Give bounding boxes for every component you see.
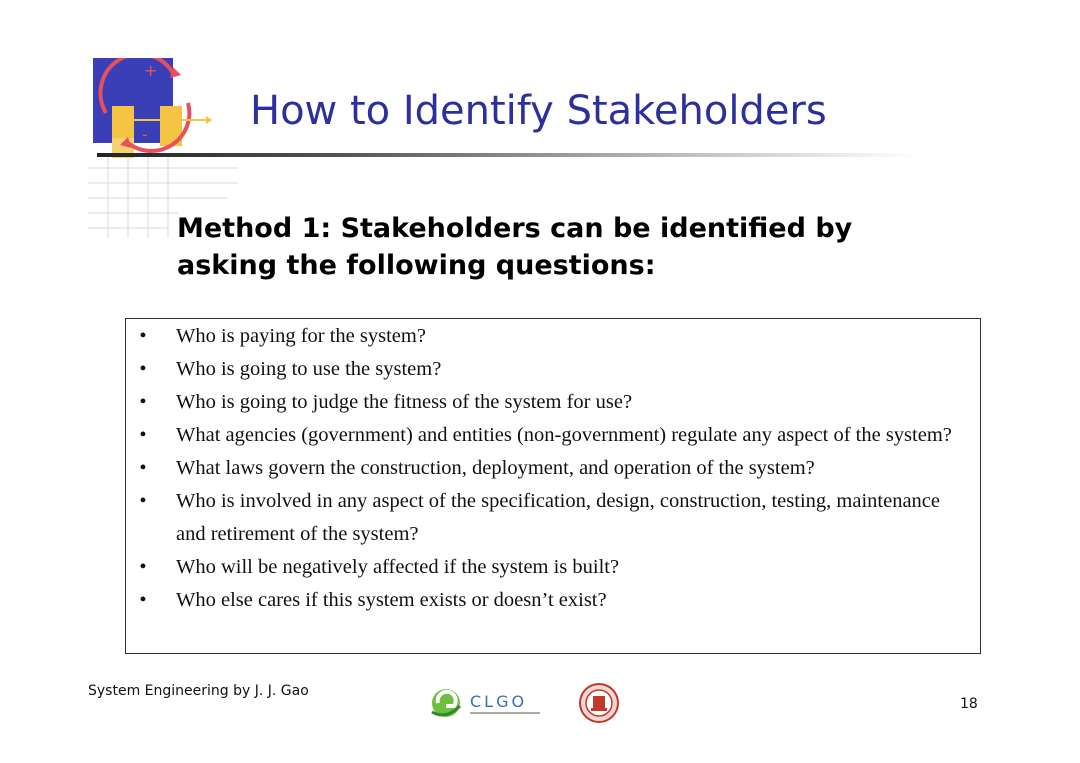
bullet-icon: •	[139, 457, 147, 479]
questions-box	[125, 318, 981, 654]
question-item	[126, 386, 980, 419]
bullet-icon: •	[139, 556, 147, 578]
question-item	[126, 584, 980, 617]
clgo-logo-text: CLGO	[470, 692, 528, 711]
clgo-logo-icon	[428, 684, 548, 722]
slide-subtitle: Method 1: Stakeholders can be identified by asking the following questions:	[177, 213, 853, 281]
question-item	[126, 353, 980, 386]
bullet-icon: •	[139, 325, 147, 347]
question-item	[126, 551, 980, 584]
page-number: 18	[960, 696, 978, 712]
question-text: Who is involved in any aspect of the specification, design, construction, testing, maintenance and retirement of the system?	[176, 490, 940, 545]
question-text: What laws govern the construction, deployment, and operation of the system?	[176, 457, 815, 479]
bullet-icon: •	[139, 490, 147, 512]
question-item	[126, 485, 980, 551]
bullet-icon: •	[139, 424, 147, 446]
question-text: Who else cares if this system exists or doesn’t exist?	[176, 589, 607, 611]
bullet-icon: •	[139, 391, 147, 413]
svg-text:+: +	[144, 61, 158, 80]
question-text: Who is paying for the system?	[176, 325, 426, 347]
question-item	[126, 419, 980, 452]
footer-author: System Engineering by J. J. Gao	[88, 683, 309, 699]
question-text: Who is going to use the system?	[176, 358, 442, 380]
question-text: Who will be negatively affected if the system is built?	[176, 556, 620, 578]
title-underline	[97, 153, 917, 157]
svg-text:-: -	[142, 125, 148, 144]
university-seal-icon	[578, 682, 620, 724]
question-text: What agencies (government) and entities (non-government) regulate any aspect of the system?	[176, 424, 952, 446]
questions-list	[126, 320, 980, 617]
slide-title: How to Identify Stakeholders	[250, 88, 827, 134]
question-text: Who is going to judge the fitness of the system for use?	[176, 391, 633, 413]
question-item	[126, 320, 980, 353]
question-item	[126, 452, 980, 485]
bullet-icon: •	[139, 589, 147, 611]
bullet-icon: •	[139, 358, 147, 380]
